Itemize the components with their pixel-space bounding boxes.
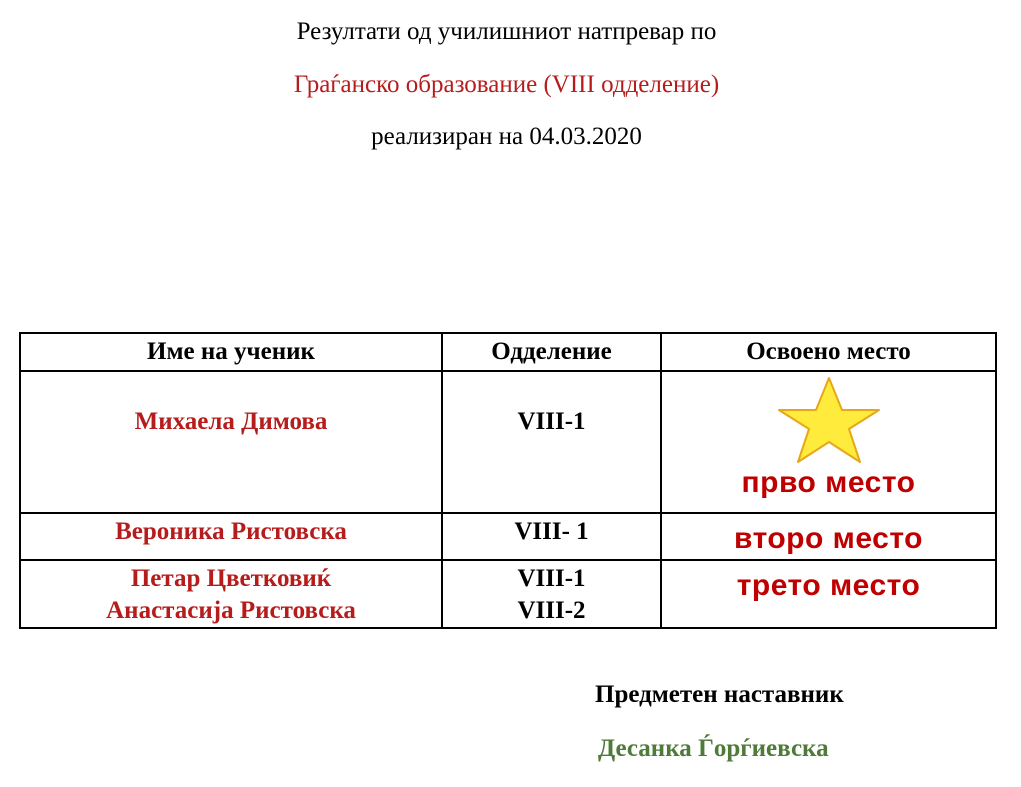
class-cell: [442, 513, 661, 560]
class-value: VIII-1: [517, 565, 586, 592]
table-row: [20, 371, 996, 513]
class-value: VIII-2: [517, 597, 586, 624]
teacher-name: Десанка Ѓорѓиевска: [598, 735, 829, 762]
place-cell: [661, 371, 996, 513]
class-value: VIII-1: [517, 408, 586, 435]
teacher-title: Предметен наставник: [595, 681, 844, 708]
student-name: Петар Цветковиќ: [130, 565, 332, 592]
table-row: [20, 560, 996, 628]
student-cell: [20, 371, 442, 513]
header-class: Одделение: [442, 333, 661, 371]
table-header-row: [20, 333, 996, 371]
table-row: [20, 513, 996, 560]
student-name: Вероника Ристовска: [115, 518, 347, 545]
student-name: Анастасија Ристовска: [106, 597, 356, 624]
class-value: VIII- 1: [514, 518, 589, 545]
heading-title-line: Резултати од училишниот натпревар по: [296, 18, 717, 45]
student-cell: [20, 560, 442, 628]
heading-subject-line: Граѓанско образование (VIII одделение): [293, 71, 720, 98]
class-cell: [442, 560, 661, 628]
place-label: трето место: [736, 569, 921, 602]
place-label: второ место: [734, 522, 923, 555]
star-icon: [775, 374, 883, 466]
place-label: прво место: [741, 466, 916, 499]
student-name: Михаела Димова: [134, 408, 328, 435]
header-place: Освоено место: [661, 333, 996, 371]
heading-date-line: реализиран на 04.03.2020: [371, 123, 642, 150]
class-cell: [442, 371, 661, 513]
header-student-name: Име на ученик: [20, 333, 442, 371]
student-cell: [20, 513, 442, 560]
place-cell: [661, 513, 996, 560]
place-cell: [661, 560, 996, 628]
results-table: [19, 332, 997, 629]
